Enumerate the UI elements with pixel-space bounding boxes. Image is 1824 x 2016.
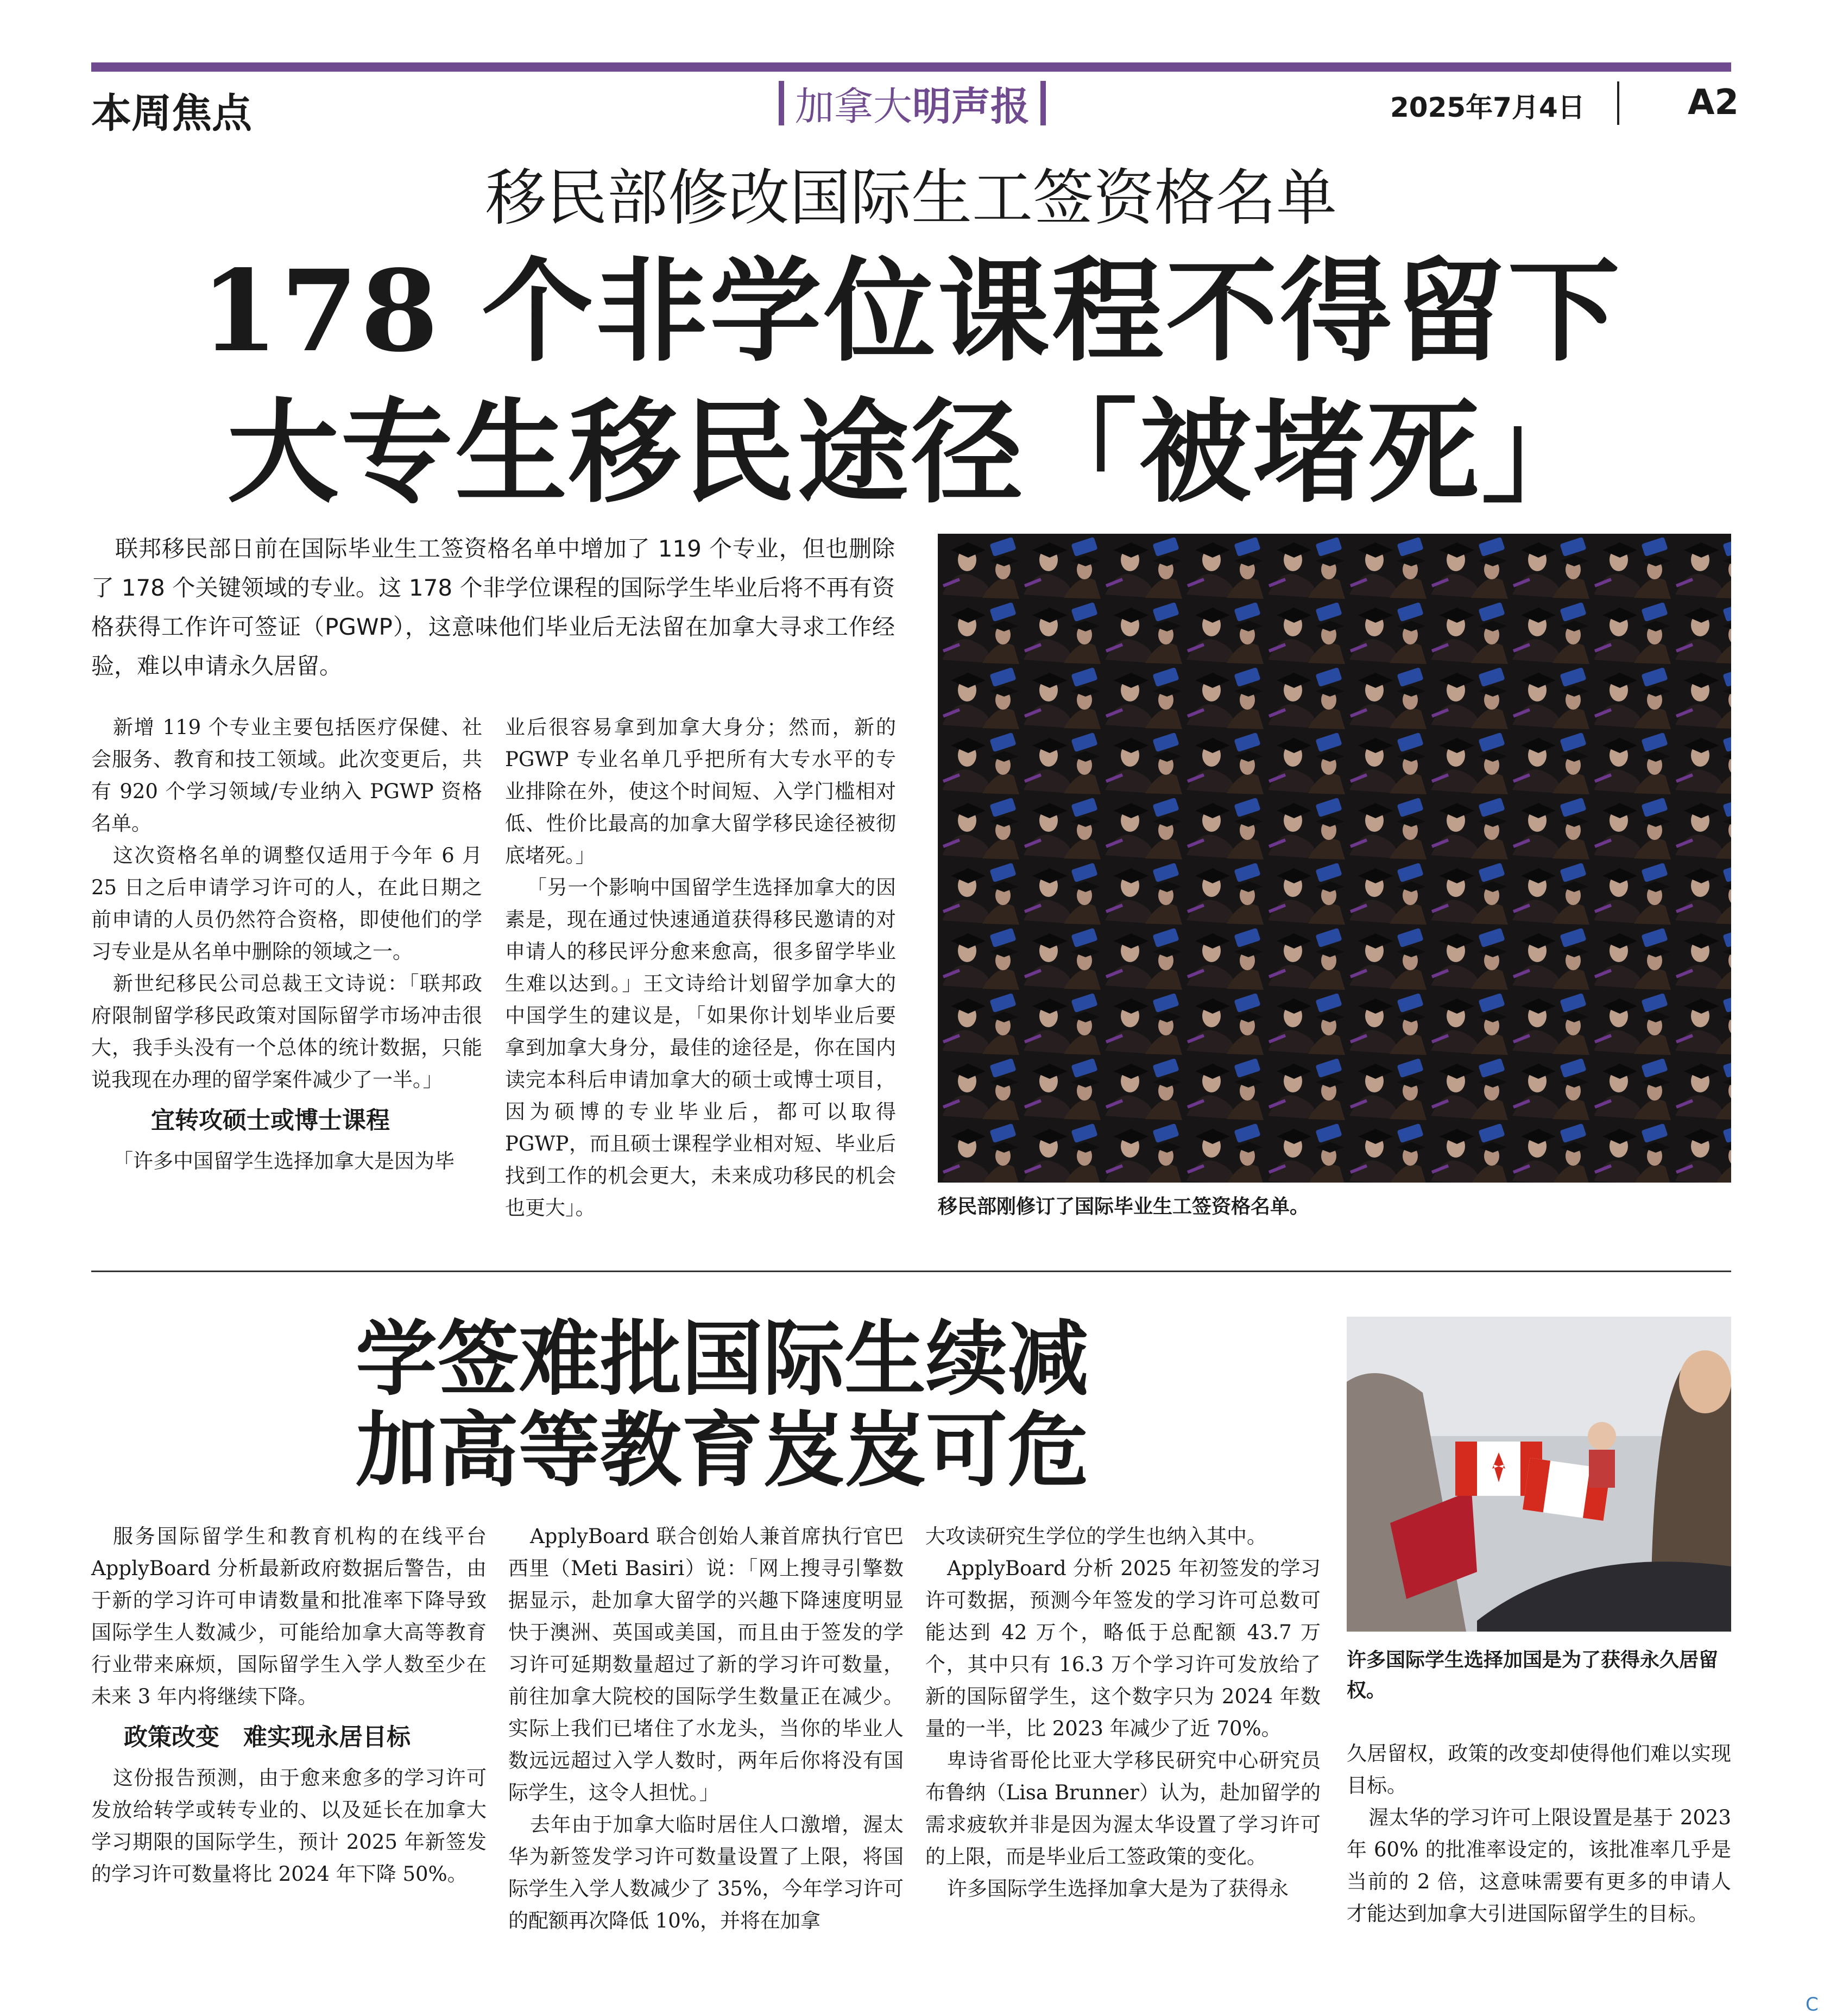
story2-column-3 xyxy=(925,1520,1321,1905)
story1-col2-paragraph: 业后很容易拿到加拿大身分；然而，新的 PGWP 专业名单几乎把所有大专水平的专业排除在外，使这个时间短、入学门槛相对低、性价比最高的加拿大留学移民途径被彻底堵死。」 xyxy=(505,716,896,867)
masthead xyxy=(739,76,1086,130)
date-separator xyxy=(1617,81,1619,125)
story2-col3-paragraph: 大攻读研究生学位的学生也纳入其中。 xyxy=(925,1525,1267,1548)
issue-date: 2025年7月4日 xyxy=(1390,92,1585,123)
story2-column-4 xyxy=(1347,1737,1731,1930)
story1-col1-paragraph: 新增 119 个专业主要包括医疗保健、社会服务、教育和技工领域。此次变更后，共有 920 个学习领域/专业纳入 PGWP 资格名单。 xyxy=(91,716,482,835)
story2-col4-paragraph: 久居留权，政策的改变却使得他们难以实现目标。 xyxy=(1347,1742,1731,1797)
masthead-bar-right xyxy=(1040,81,1046,125)
story2-headline-line2: 加高等教育岌岌可危 xyxy=(355,1404,1089,1498)
story1-subhead: 宜转攻硕士或博士课程 xyxy=(151,1107,390,1134)
corner-mark: C xyxy=(1806,1994,1819,2015)
story2-col2-paragraph: 去年由于加拿大临时居住人口激增，渥太华为新签发学习许可数量设置了上限，将国际学生入学人数减少了 35%，今年学习许可的配额再次降低 10%，并将在加拿 xyxy=(508,1813,904,1932)
story1-column-2 xyxy=(505,711,896,1224)
masthead-name-part2: 明声报 xyxy=(912,84,1030,129)
story2-col3-paragraph: ApplyBoard 分析 2025 年初签发的学习许可数据，预测今年签发的学习许可总数可能达到 42 万个，略低于总配额 43.7 万个，其中只有 16.3 万个学习许可发放给了新的国际留学生，这个数字只为 2024 年数量的一半，比 2023 年减少了近 70%。 xyxy=(925,1557,1321,1740)
header-rule xyxy=(91,62,1731,72)
story1-photo-caption: 移民部刚修订了国际毕业生工签资格名单。 xyxy=(938,1196,1310,1218)
story1-column-1 xyxy=(91,711,482,1177)
section-name: 本周焦点 xyxy=(91,90,252,137)
story2-column-2 xyxy=(508,1520,904,1937)
story2-col1-paragraph: 这份报告预测，由于愈来愈多的学习许可发放给转学或转专业的、以及延长在加拿大学习期限的国际学生，预计 2025 年新签发的学习许可数量将比 2024 年下降 50%。 xyxy=(91,1766,487,1886)
story2-col3-paragraph: 许多国际学生选择加拿大是为了获得永 xyxy=(947,1877,1289,1900)
story2-col4-paragraph: 渥太华的学习许可上限设置是基于 2023 年 60% 的批准率设定的，该批准率几乎是当前的 2 倍，这意味需要有更多的申请人才能达到加拿大引进国际留学生的目标。 xyxy=(1347,1806,1731,1925)
masthead-name-part1: 加拿大 xyxy=(794,84,912,129)
story2-col2-paragraph: ApplyBoard 联合创始人兼首席执行官巴西里（Meti Basiri）说：「网上搜寻引擎数据显示，赴加拿大留学的兴趣下降速度明显快于澳洲、英国或美国，而且由于签发的学习许可延期数量超过了新的学习许可数量，前往加拿大院校的国际学生数量正在减少。实际上我们已堵住了水龙头，当你的毕业人数远远超过入学人数时，两年后你将没有国际学生，这令人担忧。」 xyxy=(508,1525,904,1804)
story1-col1-paragraph: 「许多中国留学生选择加拿大是因为毕 xyxy=(113,1149,455,1173)
story1-headline-line1: 178 个非学位课程不得留下 xyxy=(200,245,1622,377)
story1-lede: 联邦移民部日前在国际毕业生工签资格名单中增加了 119 个专业，但也删除了 178 个关键领域的专业。这 178 个非学位课程的国际学生毕业后将不再有资格获得工作许可签证（PGWP），这意味他们毕业后无法留在加拿大寻求工作经验，难以申请永久居留。 xyxy=(91,535,895,679)
graduation-ceremony-photo xyxy=(938,534,1731,1183)
story1-col1-paragraph: 这次资格名单的调整仅适用于今年 6 月 25 日之后申请学习许可的人，在此日期之前申请的人员仍然符合资格，即使他们的学习专业是从名单中删除的领域之一。 xyxy=(91,844,482,963)
story2-photo-caption: 许多国际学生选择加国是为了获得永久居留权。 xyxy=(1347,1649,1719,1702)
page-number: A2 xyxy=(1688,83,1739,123)
story2-col3-paragraph: 卑诗省哥伦比亚大学移民研究中心研究员布鲁纳（Lisa Brunner）认为，赴加留学的需求疲软并非是因为渥太华设置了学习许可的上限，而是毕业后工签政策的变化。 xyxy=(925,1749,1321,1868)
story2-col1-paragraph: 服务国际留学生和教育机构的在线平台 ApplyBoard 分析最新政府数据后警告，由于新的学习许可申请数量和批准率下降导致国际学生人数减少，可能给加拿大高等教育行业带来麻烦，国际留学生入学人数至少在未来 3 年内将继续下降。 xyxy=(91,1525,487,1708)
story-divider xyxy=(91,1271,1731,1272)
story2-headline xyxy=(293,1314,1151,1496)
masthead-bar-left xyxy=(779,81,784,125)
story1-col1-paragraph: 新世纪移民公司总裁王文诗说：「联邦政府限制留学移民政策对国际留学市场冲击很大，我手头没有一个总体的统计数据，只能说我现在办理的留学案件减少了一半。」 xyxy=(91,972,482,1091)
story1-col2-paragraph: 「另一个影响中国留学生选择加拿大的因素是，现在通过快速通道获得移民邀请的对申请人的移民评分愈来愈高，很多留学毕业生难以达到。」王文诗给计划留学加拿大的中国学生的建议是，「如果你计划毕业后要拿到加拿大身分，最佳的途径是，你在国内读完本科后申请加拿大的硕士或博士项目，因为硕博的专业毕业后，都可以取得 PGWP，而且硕士课程学业相对短、毕业后找到工作的机会更大，未来成功移民的机会也更大」。 xyxy=(505,876,896,1219)
flags-ceremony-photo xyxy=(1347,1317,1731,1632)
story2-column-1 xyxy=(91,1520,487,1890)
story1-kicker: 移民部修改国际生工签资格名单 xyxy=(485,163,1337,233)
story2-headline-line1: 学签难批国际生续减 xyxy=(355,1312,1089,1407)
story2-subhead: 政策改变 难实现永居目标 xyxy=(124,1723,411,1751)
story1-headline-line2: 大专生移民途径「被堵死」 xyxy=(226,387,1595,518)
